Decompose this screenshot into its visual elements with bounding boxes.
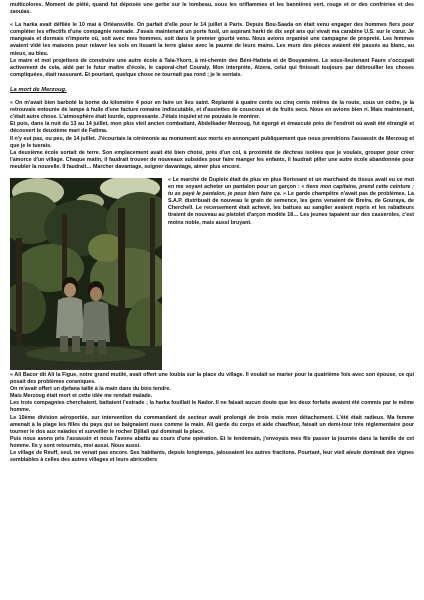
market-quote: « tiens mon capitaine, prend cette ceinture ; tu as payé le pantalon, je peux bien faire ça. » [168,184,414,198]
paragraph-intro: multicolores. Moment de piété, quand fut déposée une gerbe sur le tombeau, sous les oriflammes et les bannières vert, rouge et or des confréries et des zaouias. [10,2,414,16]
paragraph-harka: « La harka avait défilée le 10 mai à Orléansville. On parfait d'elle pour le 14 juillet à Paris. Depuis Bou-Saada on était venu engager des hommes fiers pour compléter les effectifs d'une compagnie nomade. J'avais maintenant un porte fusil, un aspirant harki de dix sept ans qui vivait ma carabine U.S. sur le cœur. Je mangeais et dormais n'importe où, soit avec mes hommes, soit dans le premier gourbi venu. Nous avions organisé une campagne de propreté. Les femmes avaient vidé les maisons pour relaver les sols en lissant la terre glaise avec la paume de leurs mains. Les murs des pièces avaient été passés au blanc, au mieux, au bleu. Le maire et moi projetions de construire une autre école à Tala-Ykorn, à mi-chemin des Béni-Hatteta et de Bouyamène. Le sous-lieutenant Faure s'occupait activement de cela, aidé par le futur maître d'école, le caporal-chef Couraly. Mon interprète, Alzera, celui qui finissait toujours par débrouiller les choses compliquées, était rassurant. Et pourtant, quelque chose ne tournait pas rond ; je le sentais. [10,22,414,78]
photo-two-children-in-forest [10,178,162,370]
photo-tree-trunk [150,198,155,370]
market-text-start: « Le marché de Dupleix était de plus en plus florissant et un marchand de tissus avait eu ce mot en me voyant acheter un pantalon pour un garçon : [168,176,414,191]
photo-tree-trunk [118,208,125,370]
section-title: La mort de Merzoug. [10,86,67,93]
paragraph-merzoug: « On m'avait bien barboté la borne du kilomètre 4 pour en faire un lieu saint. Replanté à quatre cents ou cinq cents mètres de la route, sous un cèdre, je la retrouvais entourée de lampe à huile d'une facture romaine indiscutable, et d'assiettes de couscous et de fruits secs. Nous en avions bien ri. Mais maintenant, c'était autre chose. L'atmosphère était lourde, oppressante. J'étais inquiet et ne pouvais le montrer. Et puis, dans la nuit du 13 au 14 juillet, mon plus vieil ancien combattant, Abdelkader Merzoug, fut égorgé et émasculé près de l'endroit où avait été étranglé et découvert le deuxième mari de Fatima. Il n'y eut pas, ou peu, de 14 juillet. J'écourtais la cérémonie au monument aux morts en annonçant publiquement que nous prendrions l'assassin de Merzoug et que je le tuerais. La deuxième école sortait de terre. Son emplacement avait été bien choisi, près d'un col, à proximité de déchras isolées que je voulais, grouper pour créer l'amorce d'un village. Chaque matin, il faudrait trouver de nouveaux subsides pour faire manger les enfants, il faudrait piller une autre école abandonnée pour meubler la nouvelle. Il faudrait… Marcher davantage, soigner davantage, aimer plus encore. [10,100,414,170]
market-text-rest: Le garde champêtre n'avait pas de problèmes. La S.A.P. distribuait de nouveau le grain de semence, les gens venaient de Breira, de Gouraya, de Cherchell. Le recensement était achevé, les battues au sanglier avaient repris et les rabatteurs tiraient de nouveau au pistolet d'arçon modèle 18… Les jeunes tapaient sur des casseroles, c'est moins noble, mais aussi bruyant. [168,191,414,226]
paragraph-ali-bacor: « Ali Bacor dit Ali la Figue, notre grand mutilé, avait offert une loubia sur la place du village. Il voulait se marier pour la quatrième fois avec son épouse, ce qui posait des problèmes coraniques. On m'avait offert un djefana taillé à la main dans du bois tendre. Mais Merzoug était mort et cette idée me rendait malade. Les trois compagnies cherchaient, battaient l'estrade ; la harka fouillait le Nador. Il ne faisait aucun doute que les deux forfaits avaient été commis par le même homme. Le 10ème division aéroportée, sur intervention du commandant de secteur avait prolongé de trois mois mon détachement. L'été était radieux. Ma femme amenait à la plage les filles du pays qui se baignaient nues comme la main. Ali garde du corps et aide chauffeur, faisait un demi-tour très réglementaire pour tourner le dos aux naïades et surveiller le rocher Djillali qui dominait la place. Puis nous avons pris l'assassin et nous l'avons abattu au cours d'une opération. Et le lendemain, j'envoyais mes fils passer la journée dans la famille de cet homme. Ils y sont retournés, moi aussi. Nous aussi. Le village de Reuff, seul, ne venait pas encore. Ses habitants, depuis longtemps, jalousaient les autres fractions. Pourtant, leur vieil aïeule dominait des vignes semblables à celles des autres villages et leurs abricotiers [10,371,414,464]
